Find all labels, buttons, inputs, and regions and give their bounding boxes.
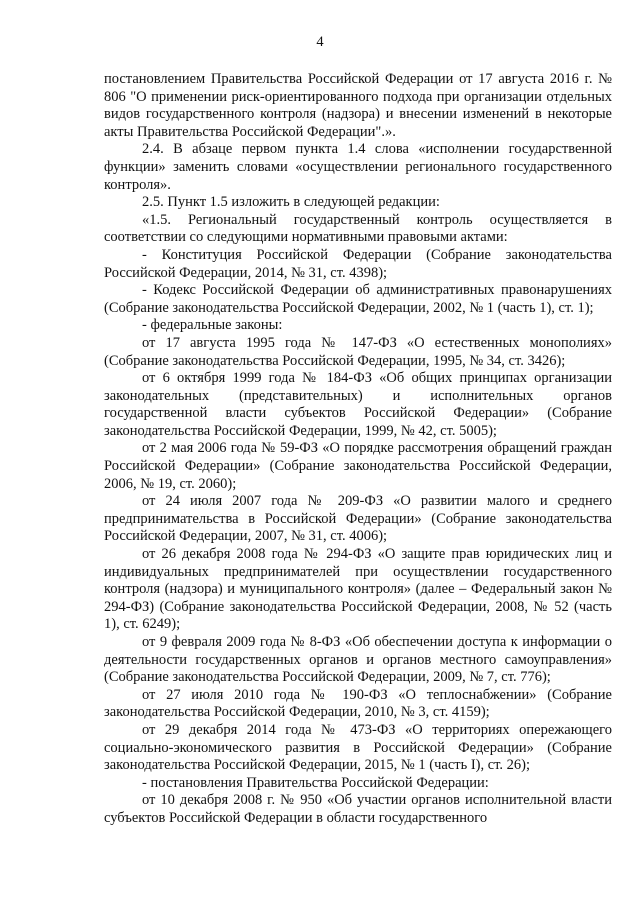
paragraph: - федеральные законы:: [142, 317, 283, 334]
paragraph: - постановления Правительства Российской Федерации:: [142, 774, 489, 791]
paragraph: постановлением Правительства Российской Федерации от 17 августа 2016 г. № 806 "О применении риск-ориентированного подхода при организации отдельных видов государственного контроля (надзора) и внесении изменений в некоторые акты Правительства Российской Федерации".».: [104, 71, 612, 140]
page-number: 4: [316, 34, 324, 50]
paragraph: - Кодекс Российской Федерации об административных правонарушениях (Собрание законодательства Российской Федерации, 2002, № 1 (часть 1), ст. 1);: [104, 282, 612, 316]
paragraph: от 2 мая 2006 года № 59-ФЗ «О порядке рассмотрения обращений граждан Российской Федерации» (Собрание законодательства Российской Федерации, 2006, № 19, ст. 2060);: [104, 440, 612, 492]
paragraph: от 26 декабря 2008 года № 294-ФЗ «О защите прав юридических лиц и индивидуальных предпринимателей при осуществлении государственного контроля (надзора) и муниципального контроля» (далее – Федеральный закон № 294-ФЗ) (Собрание законодательства Российской Федерации, 2008, № 52 (часть 1), ст. 6249);: [104, 546, 612, 633]
paragraph: от 17 августа 1995 года № 147-ФЗ «О естественных монополиях» (Собрание законодательства Российской Федерации, 1995, № 34, ст. 3426);: [104, 334, 612, 369]
paragraph: - Конституция Российской Федерации (Собрание законодательства Российской Федерации, 2014, № 31, ст. 4398);: [104, 246, 612, 281]
paragraph: 2.5. Пункт 1.5 изложить в следующей редакции:: [142, 194, 440, 211]
paragraph: от 6 октября 1999 года № 184-ФЗ «Об общих принципах организации законодательных (представительных) и исполнительных органов государственной власти субъектов Российской Федерации» (Собрание законодательства Российской Федерации, 1999, № 42, ст. 5005);: [104, 370, 612, 439]
paragraph: 2.4. В абзаце первом пункта 1.4 слова «исполнении государственной функции» заменить словами «осуществлении регионального государственного контроля».: [104, 141, 612, 193]
paragraph: «1.5. Региональный государственный контроль осуществляется в соответствии со следующими нормативными правовыми актами:: [104, 211, 612, 246]
paragraph: от 9 февраля 2009 года № 8-ФЗ «Об обеспечении доступа к информации о деятельности государственных органов и органов местного самоуправления» (Собрание законодательства Российской Федерации, 2009, № 7, ст. 776);: [104, 634, 612, 686]
paragraph: от 24 июля 2007 года № 209-ФЗ «О развитии малого и среднего предпринимательства в Российской Федерации» (Собрание законодательства Российской Федерации, 2007, № 31, ст. 4006);: [104, 493, 612, 545]
paragraph: от 10 декабря 2008 г. № 950 «Об участии органов исполнительной власти субъектов Российской Федерации в области государственного: [104, 792, 612, 826]
paragraph: от 29 декабря 2014 года № 473-ФЗ «О территориях опережающего социально-экономического развития в Российской Федерации» (Собрание законодательства Российской Федерации, 2015, № 1 (часть I), ст. 26);: [104, 721, 612, 774]
document-body: [104, 71, 612, 828]
paragraph: от 27 июля 2010 года № 190-ФЗ «О теплоснабжении» (Собрание законодательства Российской Федерации, 2010, № 3, ст. 4159);: [104, 686, 612, 721]
